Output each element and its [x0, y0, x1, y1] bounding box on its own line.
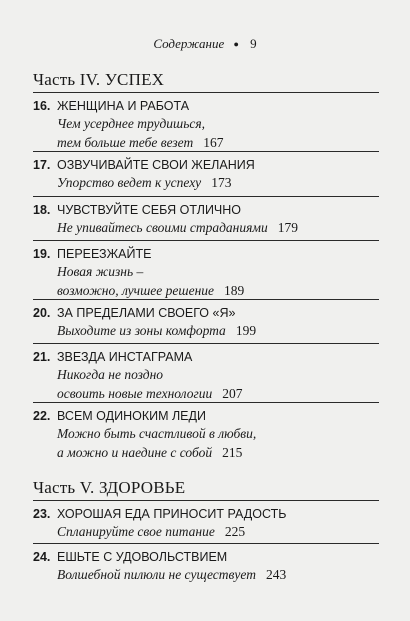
entry-page: 173: [211, 175, 232, 190]
entry-number: 23.: [33, 507, 51, 521]
entry-title: ЧУВСТВУЙТЕ СЕБЯ ОТЛИЧНО: [57, 203, 242, 217]
entry-title: ЖЕНЩИНА И РАБОТА: [57, 99, 190, 113]
entry-title: ВСЕМ ОДИНОКИМ ЛЕДИ: [57, 409, 206, 423]
entry-subtitle: Волшебной пилюли не существует 243: [57, 567, 287, 582]
divider: [33, 500, 379, 501]
entry-subtitle: Выходите из зоны комфорта 199: [57, 323, 257, 338]
entry-page: 225: [224, 524, 246, 539]
entry-number: 20.: [33, 306, 51, 320]
toc-entry-18: [33, 203, 383, 237]
entry-page: 215: [222, 445, 243, 460]
entry-subtitle: Упорство ведет к успеху 173: [57, 175, 232, 190]
entry-title: ЗА ПРЕДЕЛАМИ СВОЕГО «Я»: [57, 306, 236, 320]
divider: [33, 343, 379, 344]
entry-page: 207: [222, 386, 243, 401]
part-heading-5: Часть V. ЗДОРОВЬЕ: [33, 478, 186, 497]
entry-page: 189: [224, 283, 245, 298]
toc-entry-24: [33, 550, 383, 584]
toc-entry-23: [33, 507, 383, 541]
entry-page: 199: [235, 323, 257, 338]
entry-subtitle: Никогда не поздно освоить новые технологии 207: [57, 367, 243, 401]
entry-page: 167: [203, 135, 224, 150]
entry-number: 22.: [33, 409, 51, 423]
divider: [33, 196, 379, 197]
entry-subtitle: Спланируйте свое питание 225: [57, 524, 246, 539]
entry-title: ЕШЬТЕ С УДОВОЛЬСТВИЕМ: [57, 550, 228, 564]
header-bullet: ●: [233, 39, 239, 49]
divider: [33, 240, 379, 241]
entry-subtitle: Новая жизнь – возможно, лучшее решение 189: [57, 264, 245, 298]
entry-subtitle: Чем усерднее трудишься, тем больше тебе везет 167: [57, 116, 224, 150]
entry-number: 21.: [33, 350, 51, 364]
entry-title: ПЕРЕЕЗЖАЙТЕ: [57, 247, 152, 261]
entry-number: 16.: [33, 99, 51, 113]
toc-entry-17: [33, 158, 383, 192]
entry-page: 179: [277, 220, 299, 235]
divider: [33, 92, 379, 93]
divider: [33, 299, 379, 300]
entry-title: ХОРОШАЯ ЕДА ПРИНОСИТ РАДОСТЬ: [57, 507, 287, 521]
part-heading-4: Часть IV. УСПЕХ: [33, 70, 165, 89]
toc-entry-16: [33, 99, 383, 152]
entry-page: 243: [265, 567, 287, 582]
divider: [33, 543, 379, 544]
toc-entry-21: [33, 350, 383, 403]
toc-entry-20: [33, 306, 383, 340]
header-page-number: 9: [250, 36, 257, 51]
entry-number: 18.: [33, 203, 51, 217]
entry-title: ЗВЕЗДА ИНСТАГРАМА: [57, 350, 193, 364]
toc-entry-22: [33, 409, 383, 462]
divider: [33, 402, 379, 403]
entry-subtitle: Можно быть счастливой в любви, а можно и наедине с собой 215: [57, 426, 257, 460]
toc-entry-19: [33, 247, 383, 300]
entry-subtitle: Не упивайтесь своими страданиями 179: [57, 220, 299, 235]
entry-title: ОЗВУЧИВАЙТЕ СВОИ ЖЕЛАНИЯ: [57, 158, 255, 172]
entry-number: 24.: [33, 550, 51, 564]
header-title: Содержание: [153, 36, 225, 51]
entry-number: 19.: [33, 247, 51, 261]
divider: [33, 151, 379, 152]
entry-number: 17.: [33, 158, 51, 172]
running-header: [0, 36, 410, 52]
